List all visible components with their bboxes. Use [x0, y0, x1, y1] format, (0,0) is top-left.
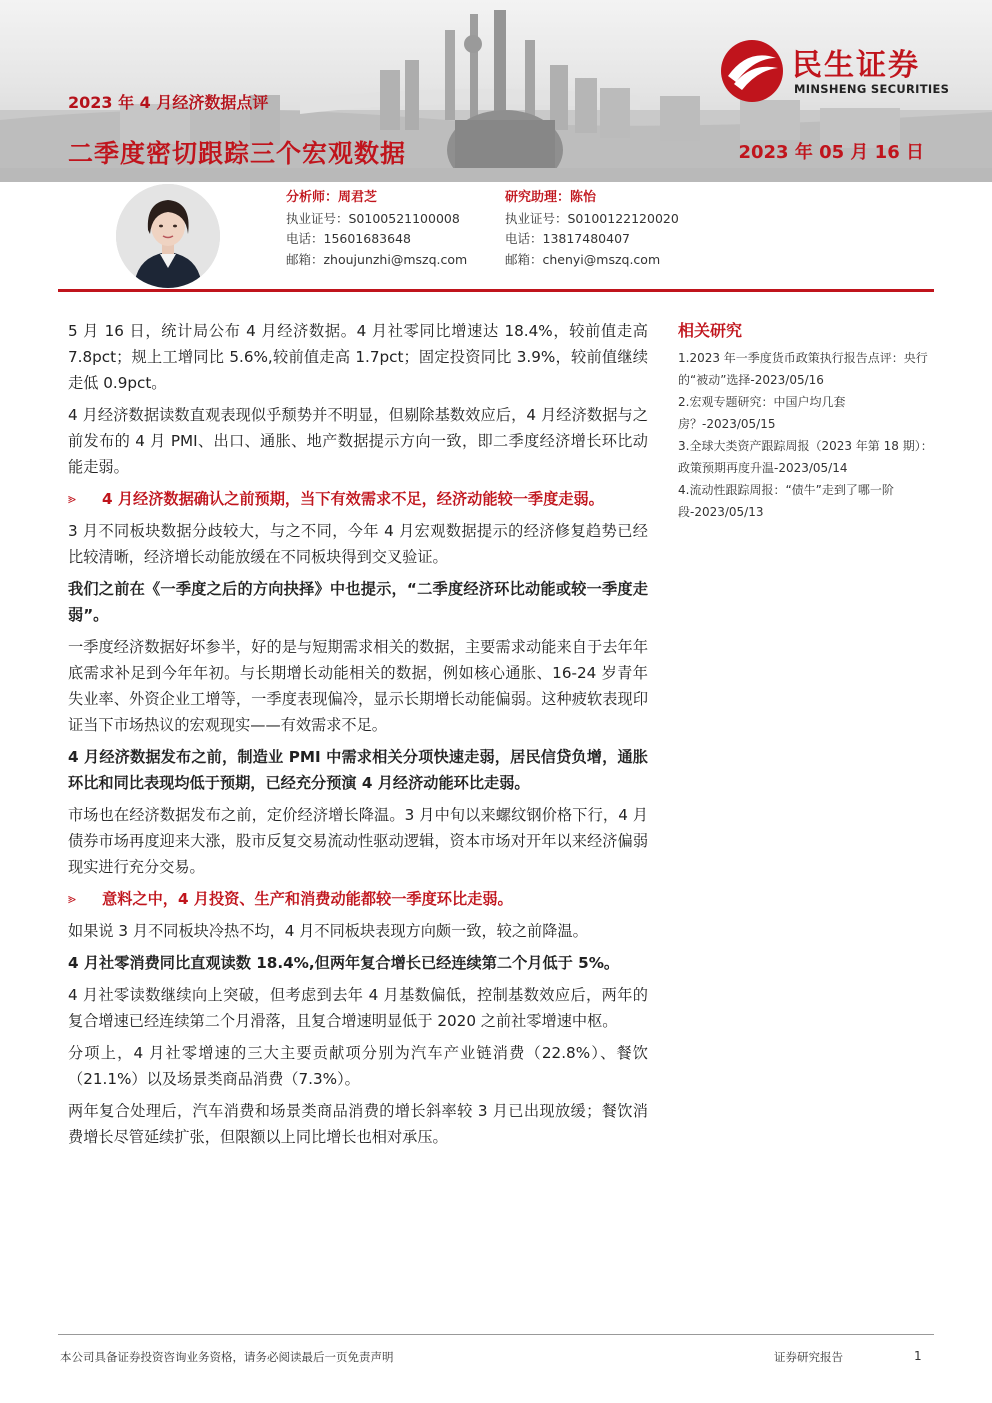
key-point — [68, 486, 648, 512]
analyst-license: 执业证号：S0100521100008 — [286, 210, 460, 226]
related-research-item[interactable]: 3.全球大类资产跟踪周报（2023 年第 18 期）：政策预期再度升温-2023/05/14 — [678, 439, 933, 475]
report-type: 2023 年 4 月经济数据点评 — [68, 93, 269, 112]
footer-disclaimer: 本公司具备证券投资咨询业务资格，请务必阅读最后一页免责声明 — [60, 1350, 394, 1364]
analyst-phone: 电话：15601683648 — [286, 231, 411, 246]
page-number: 1 — [914, 1349, 922, 1363]
bullet-arrow-icon: ⪢ — [68, 891, 76, 907]
assistant-phone: 电话：13817480407 — [505, 231, 630, 246]
analyst-email[interactable]: 邮箱：zhoujunzhi@mszq.com — [286, 251, 468, 267]
paragraph: 市场也在经济数据发布之前，定价经济增长降温。3 月中旬以来螺纹钢价格下行，4 月债券市场再度迎来大涨，股市反复交易流动性驱动逻辑，资本市场对开年以来经济偏弱现实进行充分交易。 — [68, 806, 648, 876]
logo-chinese-name: 民生证券 — [792, 48, 920, 83]
analyst-role: 分析师：周君芝 — [286, 190, 378, 205]
related-research-sidebar — [678, 318, 934, 523]
header-banner — [0, 0, 992, 182]
related-research-item[interactable]: 2.宏观专题研究：中国户均几套房？-2023/05/15 — [678, 395, 846, 431]
key-point — [68, 886, 648, 912]
paragraph: 3 月不同板块数据分歧较大，与之不同，今年 4 月宏观数据提示的经济修复趋势已经比较清晰，经济增长动能放缓在不同板块得到交叉验证。 — [68, 522, 648, 566]
footer-doc-type: 证券研究报告 — [774, 1350, 843, 1364]
paragraph: 如果说 3 月不同板块冷热不均，4 月不同板块表现方向颇一致，较之前降温。 — [68, 922, 588, 940]
analyst-card-2 — [505, 188, 679, 270]
company-logo — [718, 38, 968, 104]
paragraph: 一季度经济数据好坏参半，好的是与短期需求相关的数据，主要需求动能来自于去年年底需求补足到今年年初。与长期增长动能相关的数据，例如核心通胀、16-24 岁青年失业率、外资企业工增等，一季度表现偏冷，显示长期增长动能偏弱。这种疲软表现印证当下市场热议的宏观现实——有效需求不足。 — [68, 638, 648, 734]
bold-paragraph: 4 月经济数据发布之前，制造业 PMI 中需求相关分项快速走弱，居民信贷负增，通胀环比和同比表现均低于预期，已经充分预演 4 月经济动能环比走弱。 — [68, 748, 648, 792]
footer-divider — [58, 1334, 934, 1335]
bold-paragraph: 4 月社零消费同比直观读数 18.4%,但两年复合增长已经连续第二个月低于 5%。 — [68, 954, 620, 972]
analyst-card-1 — [286, 188, 467, 270]
paragraph: 4 月社零读数继续向上突破，但考虑到去年 4 月基数偏低，控制基数效应后，两年的复合增速已经连续第二个月滑落，且复合增速明显低于 2020 之前社零增速中枢。 — [68, 986, 648, 1030]
related-research-item[interactable]: 4.流动性跟踪周报：“债牛”走到了哪一阶段-2023/05/13 — [678, 483, 894, 519]
paragraph: 分项上，4 月社零增速的三大主要贡献项分别为汽车产业链消费（22.8%）、餐饮（21.1%）以及场景类商品消费（7.3%）。 — [68, 1044, 648, 1088]
key-point-text: 4 月经济数据确认之前预期，当下有效需求不足，经济动能较一季度走弱。 — [102, 490, 604, 508]
report-title: 二季度密切跟踪三个宏观数据 — [68, 139, 407, 168]
assistant-license: 执业证号：S0100122120020 — [505, 210, 679, 226]
analyst-photo-image — [116, 184, 220, 288]
analyst-avatar — [116, 184, 220, 288]
paragraph: 两年复合处理后，汽车消费和场景类商品消费的增长斜率较 3 月已出现放缓；餐饮消费增长尽管延续扩张，但限额以上同比增长也相对承压。 — [68, 1102, 648, 1146]
key-point-text: 意料之中，4 月投资、生产和消费动能都较一季度环比走弱。 — [102, 890, 513, 908]
report-body — [68, 318, 648, 1156]
related-research-item[interactable]: 1.2023 年一季度货币政策执行报告点评：央行的“被动”选择-2023/05/16 — [678, 351, 928, 387]
assistant-email[interactable]: 邮箱：chenyi@mszq.com — [505, 251, 661, 267]
bold-paragraph: 我们之前在《一季度之后的方向抉择》中也提示，“二季度经济环比动能或较一季度走弱”。 — [68, 580, 648, 624]
sidebar-title: 相关研究 — [678, 321, 743, 340]
paragraph: 4 月经济数据读数直观表现似乎颓势并不明显，但剔除基数效应后，4 月经济数据与之前发布的 4 月 PMI、出口、通胀、地产数据提示方向一致，即二季度经济增长环比动能走弱。 — [68, 406, 648, 476]
assistant-role: 研究助理：陈怡 — [505, 190, 597, 205]
header-divider — [58, 289, 934, 292]
report-date: 2023 年 05 月 16 日 — [738, 142, 924, 163]
bullet-arrow-icon: ⪢ — [68, 491, 76, 507]
paragraph: 5 月 16 日，统计局公布 4 月经济数据。4 月社零同比增速达 18.4%，较前值走高 7.8pct；规上工增同比 5.6%,较前值走高 1.7pct；固定投资同比 3.9%，较前值继续走低 0.9pct。 — [68, 322, 648, 392]
minsheng-logo-icon — [718, 38, 786, 104]
logo-english-name: MINSHENG SECURITIES — [794, 82, 950, 96]
